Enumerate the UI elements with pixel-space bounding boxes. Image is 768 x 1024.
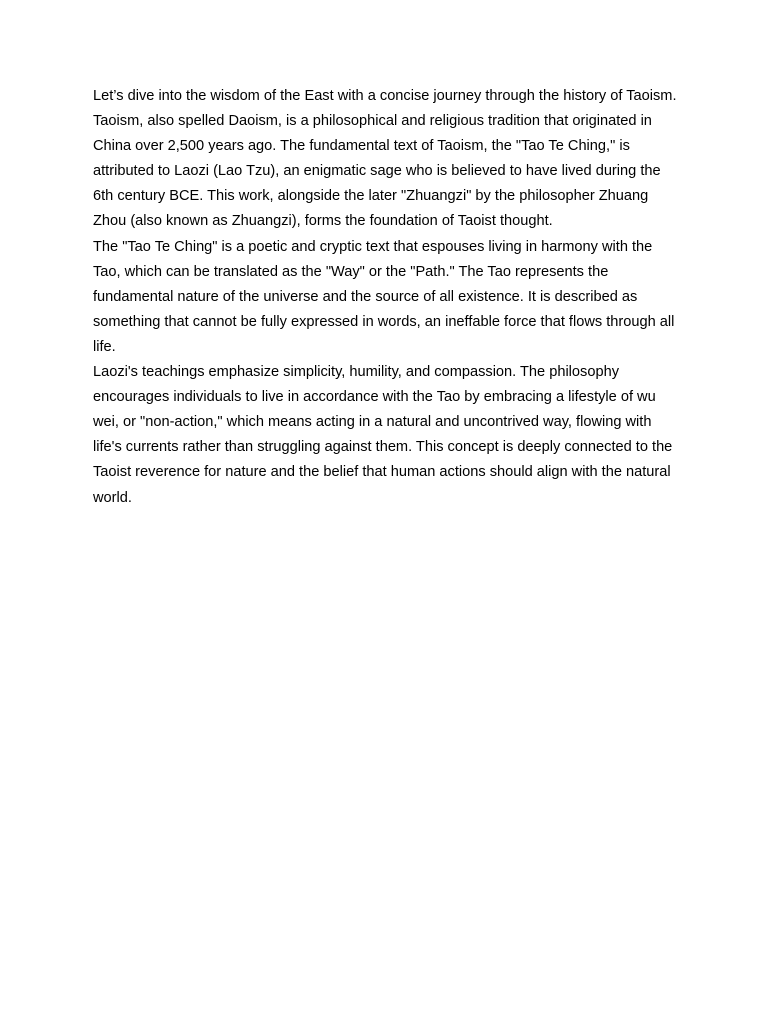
paragraph-laozi-teachings: Laozi's teachings emphasize simplicity, humility, and compassion. The philosophy encourages individuals to live in accordance with the Tao by embracing a lifestyle of wu wei, or "non-action," which means acting in a natural and uncontrived way, flowing with life's currents rather than struggling against them. This concept is deeply connected to the Taoist reverence for nature and the belief that human actions should align with the natural world. — [93, 364, 673, 506]
document-body — [93, 84, 679, 511]
paragraph-intro: Let’s dive into the wisdom of the East with a concise journey through the history of Taoism. — [93, 88, 677, 104]
paragraph-origins: Taoism, also spelled Daoism, is a philosophical and religious tradition that originated in China over 2,500 years ago. The fundamental text of Taoism, the "Tao Te Ching," is attributed to Laozi (Lao Tzu), an enigmatic sage who is believed to have lived during the 6th century BCE. This work, alongside the later "Zhuangzi" by the philosopher Zhuang Zhou (also known as Zhuangzi), forms the foundation of Taoist thought. — [93, 113, 661, 230]
paragraph-tao-te-ching: The "Tao Te Ching" is a poetic and cryptic text that espouses living in harmony with the Tao, which can be translated as the "Way" or the "Path." The Tao represents the fundamental nature of the universe and the source of all existence. It is described as something that cannot be fully expressed in words, an ineffable force that flows through all life. — [93, 238, 675, 355]
